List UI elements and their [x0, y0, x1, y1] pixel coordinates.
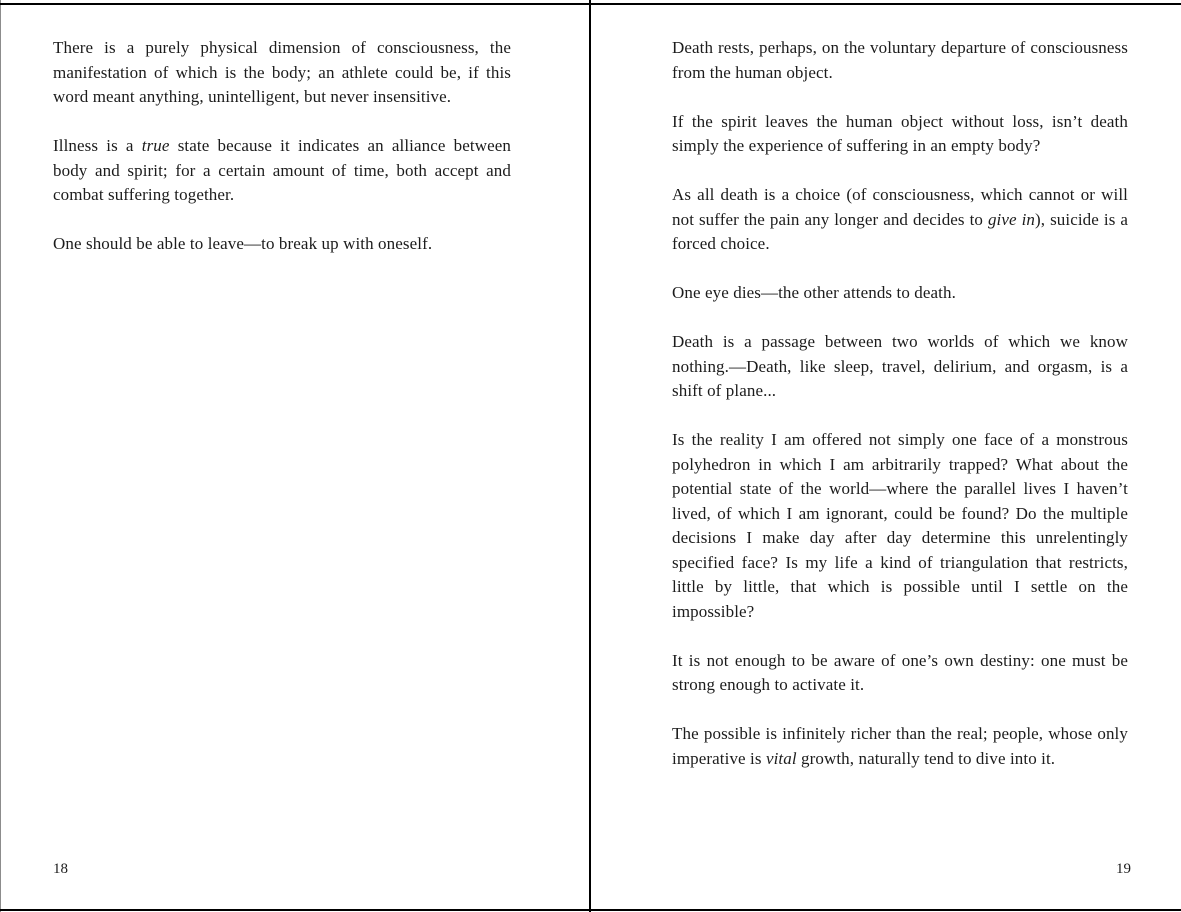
paragraph: [672, 722, 1128, 771]
italic-text-run: give in: [987, 209, 1036, 229]
text-run: As all death is a choice (of consciousness, which cannot or will not suffer the pain any longer and decides to: [672, 185, 1128, 229]
paragraph: [672, 36, 1128, 85]
paragraph: [672, 649, 1128, 698]
text-run: There is a purely physical dimension of consciousness, the manifestation of which is the body; an athlete could be, if this word meant anything, unintelligent, but never insensitive.: [53, 38, 511, 106]
page-left-text: [53, 36, 511, 281]
paragraph: [53, 36, 511, 110]
paragraph: [672, 110, 1128, 159]
paragraph: [53, 232, 511, 257]
page-number-right: 19: [1116, 861, 1131, 877]
text-run: Death rests, perhaps, on the voluntary departure of consciousness from the human object.: [672, 38, 1128, 82]
text-run: growth, naturally tend to dive into it.: [796, 748, 1056, 768]
page-right: [591, 0, 1181, 912]
text-run: One should be able to leave—to break up with oneself.: [53, 234, 433, 253]
paragraph: [672, 428, 1128, 624]
text-run: state because it indicates an alliance between body and spirit; for a certain amount of time, both accept and combat suffering together.: [53, 136, 511, 204]
page-left: [0, 0, 589, 912]
page-number-left: 18: [53, 861, 68, 877]
text-run: Is the reality I am offered not simply one face of a monstrous polyhedron in which I am arbitrarily trapped? What about the potential state of the world—where the parallel lives I haven’t lived, of which I am ignorant, could be found? Do the multiple decisions I make day after day determine this unrelentingly specified face? Is my life a kind of triangulation that restricts, little by little, that which is possible until I settle on the impossible?: [672, 430, 1128, 621]
text-run: ), suicide is a forced choice.: [672, 209, 1128, 253]
paragraph: [672, 281, 1128, 306]
paragraph: [672, 330, 1128, 404]
text-run: One eye dies—the other attends to death.: [672, 283, 956, 302]
paragraph: [53, 134, 511, 208]
text-run: Illness is a: [53, 136, 142, 155]
text-run: If the spirit leaves the human object without loss, isn’t death simply the experience of suffering in an empty body?: [672, 111, 1128, 155]
paragraph: [672, 183, 1128, 257]
page-right-text: [672, 36, 1128, 796]
italic-text-run: vital: [765, 748, 797, 768]
text-run: It is not enough to be aware of one’s own destiny: one must be strong enough to activate it.: [672, 650, 1128, 694]
text-run: The possible is infinitely richer than the real; people, whose only imperative is: [672, 724, 1128, 768]
italic-text-run: true: [141, 136, 170, 155]
text-run: Death is a passage between two worlds of which we know nothing.—Death, like sleep, travel, delirium, and orgasm, is a shift of plane...: [672, 332, 1128, 400]
